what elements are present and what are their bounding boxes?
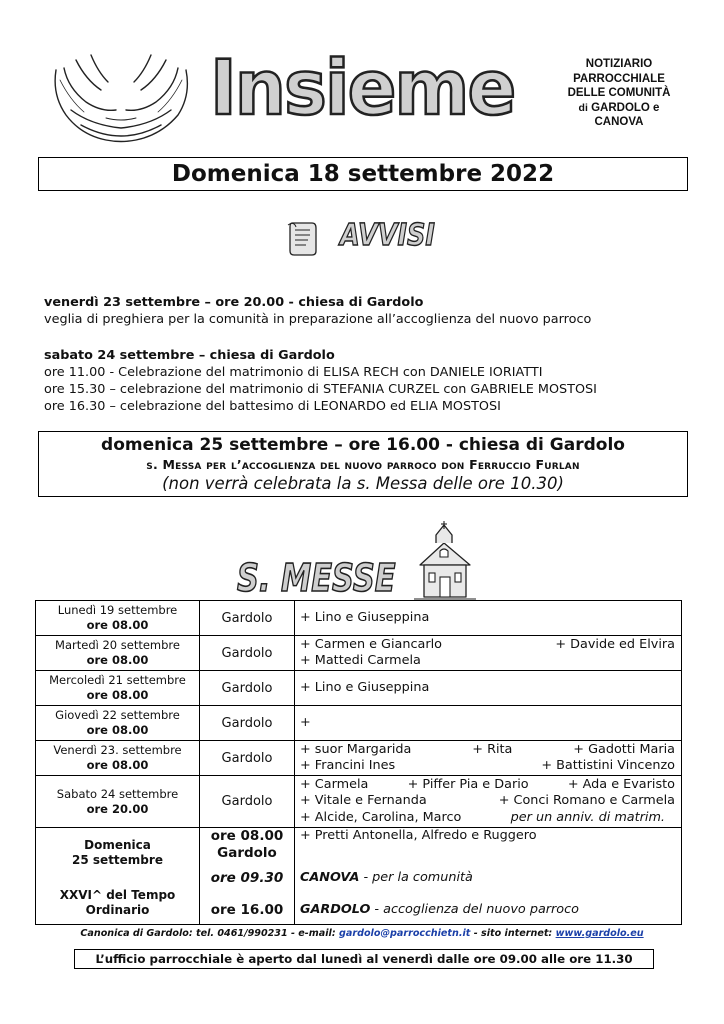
- scroll-icon: [286, 219, 320, 257]
- subtitle-line: NOTIZIARIO: [585, 58, 653, 70]
- notice-line: veglia di preghiera per la comunità in preparazione all’accoglienza del nuovo parroco: [44, 312, 592, 327]
- date-title: Domenica 18 settembre 2022: [38, 157, 688, 191]
- table-row: Giovedì 22 settembre ore 08.00 Gardolo +: [36, 706, 682, 741]
- masthead-subtitle: [553, 57, 685, 130]
- table-row: Mercoledì 21 settembre ore 08.00 Gardolo + Lino e Giuseppina: [36, 671, 682, 706]
- highlight-box: [38, 431, 688, 497]
- email-link[interactable]: gardolo@parrocchietn.it: [339, 928, 471, 939]
- contacts-line: Canonica di Gardolo: tel. 0461/990231 - e-mail: gardolo@parrocchietn.it - sito internet: www.gardolo.eu: [80, 928, 644, 939]
- church-icon: [414, 521, 476, 601]
- website-link[interactable]: www.gardolo.eu: [555, 928, 644, 939]
- highlight-title: domenica 25 settembre – ore 16.00 - chiesa di Gardolo: [101, 435, 625, 455]
- table-row: Martedì 20 settembre ore 08.00 Gardolo + Carmen e Giancarlo + Davide ed Elvira + Mattedi Carmela: [36, 636, 682, 671]
- subtitle-line: CANOVA: [594, 116, 644, 128]
- notice-heading: sabato 24 settembre – chiesa di Gardolo: [44, 348, 335, 363]
- highlight-subtitle: s. Messa per l’accoglienza del nuovo parroco don Ferruccio Furlan: [146, 457, 580, 472]
- notice-line: ore 15.30 – celebrazione del matrimonio di STEFANIA CURZEL con GABRIELE MOSTOSI: [44, 382, 597, 397]
- notice-heading: venerdì 23 settembre – ore 20.00 - chiesa di Gardolo: [44, 295, 424, 310]
- subtitle-line: DELLE COMUNITÀ: [567, 87, 671, 99]
- mass-schedule-table: [35, 600, 682, 925]
- praying-hands-logo-icon: [46, 40, 196, 150]
- notice-block: [44, 347, 597, 415]
- table-row: Sabato 24 settembre ore 20.00 Gardolo + Carmela + Piffer Pia e Dario + Ada e Evaristo + Vitale e Fernanda + Conci Romano e Carmela + Alcide, Carolina, Marco per un anniv. di matrim.: [36, 776, 682, 828]
- table-row-sunday: Domenica 25 settembre XXVI^ del Tempo Ordinario ore 08.00 Gardolo ore 09.30 ore 16.00 + Pretti Antonella, Alfredo e Ruggero CANOVA - per la comunità GARDOLO - accoglienza del nuovo parroco: [36, 828, 682, 925]
- subtitle-line: di GARDOLO e: [578, 101, 660, 114]
- highlight-note: (non verrà celebrata la s. Messa delle ore 10.30): [162, 474, 564, 493]
- table-row: Lunedì 19 settembre ore 08.00 Gardolo + Lino e Giuseppina: [36, 601, 682, 636]
- table-row: Venerdì 23. settembre ore 08.00 Gardolo + suor Margarida + Rita + Gadotti Maria + Francini Ines + Battistini Vincenzo: [36, 741, 682, 776]
- messe-heading: S. MESSE: [237, 556, 396, 600]
- notice-line: ore 16.30 – celebrazione del battesimo di LEONARDO ed ELIA MOSTOSI: [44, 399, 501, 414]
- masthead-title: Insieme: [210, 43, 515, 132]
- notice-line: ore 11.00 - Celebrazione del matrimonio di ELISA RECH con DANIELE IORIATTI: [44, 365, 543, 380]
- office-hours: L’ufficio parrocchiale è aperto dal lunedì al venerdì dalle ore 09.00 alle ore 11.30: [74, 949, 654, 969]
- subtitle-line: PARROCCHIALE: [573, 72, 665, 85]
- avvisi-heading: AVVISI: [340, 218, 435, 253]
- notice-block: [44, 294, 591, 328]
